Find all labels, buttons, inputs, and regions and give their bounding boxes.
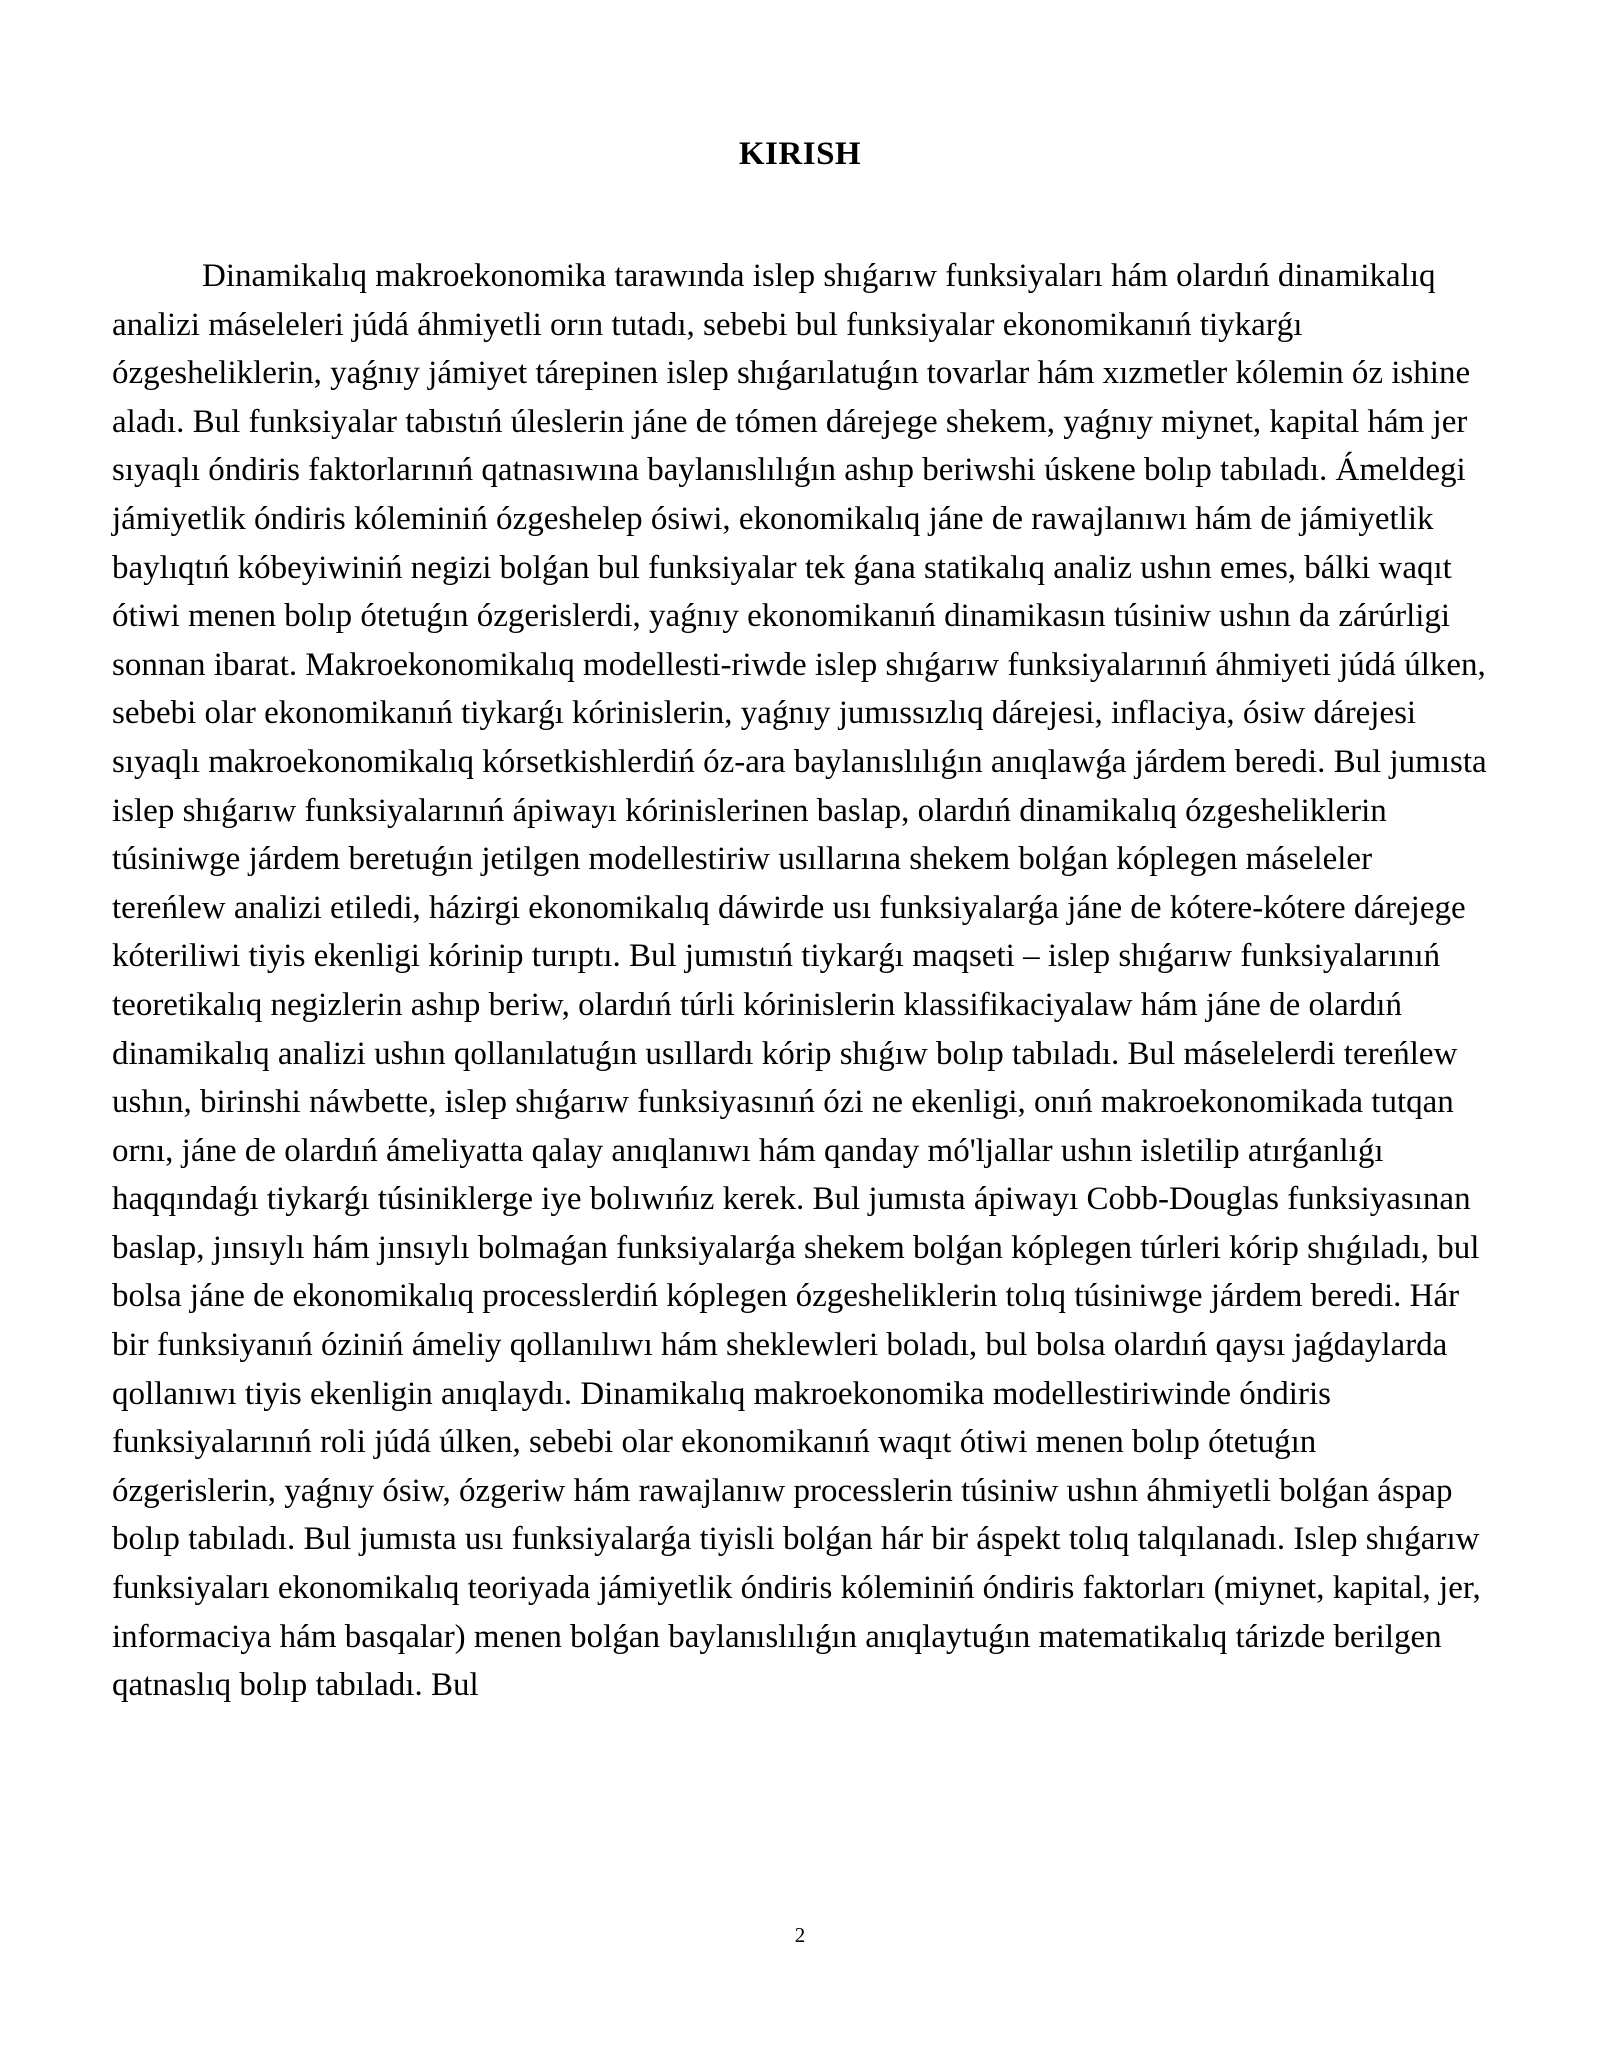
paragraph: Dinamikalıq makroekonomika tarawında islep shıǵarıw funksiyaları hám olardıń dinamikalıq analizi máseleleri júdá áhmiyetli orın tutadı, sebebi bul funksiyalar ekonomikanıń tiykarǵı ózgesheliklerin, yaǵnıy jámiyet tárepinen islep shıǵarılatuǵın tovarlar hám xızmetler kólemin óz ishine aladı. Bul funksiyalar tabıstıń úleslerin jáne de tómen dárejege shekem, yaǵnıy miynet, kapital hám jer sıyaqlı óndiris faktorlarınıń qatnasıwına baylanıslılıǵın ashıp beriwshi úskene bolıp tabıladı. Ámeldegi jámiyetlik óndiris kóleminiń ózgeshelep ósiwi, ekonomikalıq jáne de rawajlanıwı hám de jámiyetlik baylıqtıń kóbeyiwiniń negizi bolǵan bul funksiyalar tek ǵana statikalıq analiz ushın emes, bálki waqıt ótiwi menen bolıp ótetuǵın ózgerislerdi, yaǵnıy ekonomikanıń dinamikasın túsiniw ushın da zárúrligi sonnan ibarat. Makroekonomikalıq modellesti-riwde islep shıǵarıw funksiyalarınıń áhmiyeti júdá úlken, sebebi olar ekonomikanıń tiykarǵı kórinislerin, yaǵnıy jumıssızlıq dárejesi, inflaciya, ósiw dárejesi sıyaqlı makroekonomikalıq kórsetkishlerdiń óz-ara baylanıslılıǵın anıqlawǵa járdem beredi. Bul jumısta islep shıǵarıw funksiyalarınıń ápiwayı kórinislerinen baslap, olardıń dinamikalıq ózgesheliklerin túsiniwge járdem beretuǵın jetilgen modellestiriw usıllarına shekem bolǵan kóplegen máseleler tereńlew analizi etiledi, házirgi ekonomikalıq dáwirde usı funksiyalarǵa jáne de kótere-kótere dárejege kóteriliwi tiyis ekenligi kórinip turıptı. Bul jumıstıń tiykarǵı maqseti – islep shıǵarıw funksiyalarınıń teoretikalıq negizlerin ashıp beriw, olardıń túrli kórinislerin klassifikaciyalaw hám jáne de olardıń dinamikalıq analizi ushın qollanılatuǵın usıllardı kórip shıǵıw bolıp tabıladı. Bul máselelerdi tereńlew ushın, birinshi náwbette, islep shıǵarıw funksiyasınıń ózi ne ekenligi, onıń makroekonomikada tutqan ornı, jáne de olardıń ámeliyatta qalay anıqlanıwı hám qanday mó'ljallar ushın isletilip atırǵanlıǵı haqqındaǵı tiykarǵı túsiniklerge iye bolıwıńız kerek. Bul jumısta ápiwayı Cobb-Douglas funksiyasınan baslap, jınsıylı hám jınsıylı bolmaǵan funksiyalarǵa shekem bolǵan kóplegen túrleri kórip shıǵıladı, bul bolsa jáne de ekonomikalıq processlerdiń kóplegen ózgesheliklerin tolıq túsiniwge járdem beredi. Hár bir funksiyanıń óziniń ámeliy qollanılıwı hám sheklewleri boladı, bul bolsa olardıń qaysı jaǵdaylarda qollanıwı tiyis ekenligin anıqlaydı. Dinamikalıq makroekonomika modellestiriwinde óndiris funksiyalarınıń roli júdá úlken, sebebi olar ekonomikanıń waqıt ótiwi menen bolıp ótetuǵın ózgerislerin, yaǵnıy ósiw, ózgeriw hám rawajlanıw processlerin túsiniw ushın áhmiyetli bolǵan áspap bolıp tabıladı. Bul jumısta usı funksiyalarǵa tiyisli bolǵan hár bir áspekt tolıq talqılanadı. Islep shıǵarıw funksiyaları ekonomikalıq teoriyada jámiyetlik óndiris kóleminiń óndiris faktorları (miynet, kapital, jer, informaciya hám basqalar) menen bolǵan baylanıslılıǵın anıqlaytuǵın matematikalıq tárizde berilgen qatnaslıq bolıp tabıladı. Bul xyxy=(112,258,1487,1704)
page-number: 2 xyxy=(794,1923,806,1947)
section-title: KIRISH xyxy=(738,136,862,173)
body-text xyxy=(112,252,1488,1710)
